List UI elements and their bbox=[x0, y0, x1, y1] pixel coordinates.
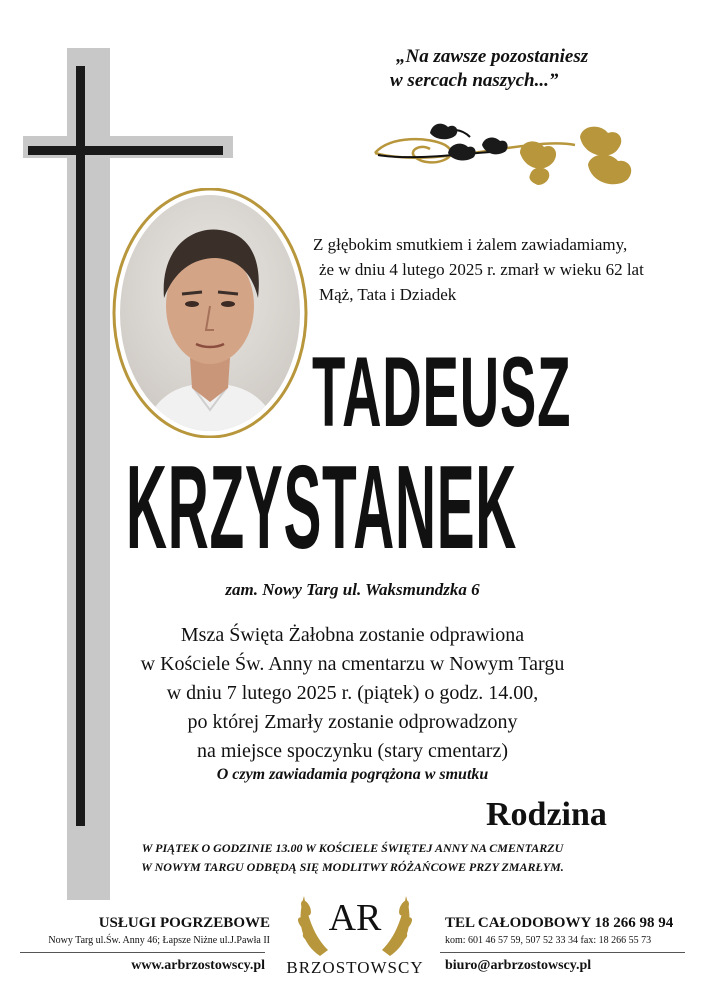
family-signature: Rodzina bbox=[486, 796, 607, 833]
footer-email-link[interactable]: biuro@arbrzostowscy.pl bbox=[445, 958, 592, 973]
footer-divider-right bbox=[440, 952, 685, 953]
rosary-line-2: W NOWYM TARGU ODBĘDĄ SIĘ MODLITWY RÓŻAŃCOWE PRZY ZMARŁYM. bbox=[141, 860, 564, 874]
footer-company-address: Nowy Targ ul.Św. Anny 46; Łapsze Niżne ul.J.Pawła II bbox=[48, 935, 270, 946]
footer-website-link[interactable]: www.arbrzostowscy.pl bbox=[131, 958, 265, 973]
mass-line-2: w Kościele Św. Anny na cmentarzu w Nowym Targu bbox=[140, 653, 565, 675]
informs-line: O czym zawiadamia pogrążona w smutku bbox=[216, 766, 489, 783]
intro-line-1: Z głębokim smutkiem i żalem zawiadamiamy, bbox=[313, 235, 628, 254]
footer-company-title: USŁUGI POGRZEBOWE bbox=[98, 915, 270, 931]
motto-line-1: „Na zawsze pozostaniesz bbox=[396, 46, 589, 67]
footer-phone-title: TEL CAŁODOBOWY 18 266 98 94 bbox=[445, 915, 674, 931]
logo-name: BRZOSTOWSCY bbox=[286, 958, 424, 977]
intro-line-2: że w dniu 4 lutego 2025 r. zmarł w wieku 62 lat bbox=[319, 260, 644, 279]
mass-line-3: w dniu 7 lutego 2025 r. (piątek) o godz. 14.00, bbox=[166, 682, 539, 704]
deceased-last-name: KRZYSTANEK bbox=[126, 441, 518, 574]
funeral-mass-info bbox=[0, 621, 705, 766]
rosary-line-1: W PIĄTEK O GODZINIE 13.00 W KOŚCIELE ŚWIĘTEJ ANNY NA CMENTARZU bbox=[141, 841, 564, 855]
rosary-prayer-notice bbox=[0, 839, 705, 877]
footer-divider-left bbox=[20, 952, 265, 953]
footer-phone-numbers: kom: 601 46 57 59, 507 52 33 34 fax: 18 266 55 73 bbox=[445, 935, 652, 946]
mass-line-4: po której Zmarły zostanie odprowadzony bbox=[187, 711, 518, 733]
deceased-address: zam. Nowy Targ ul. Waksmundzka 6 bbox=[225, 580, 480, 599]
motto-line-2: w sercach naszych...” bbox=[390, 70, 559, 91]
motto bbox=[390, 45, 670, 93]
footer-company-info bbox=[20, 915, 270, 946]
deceased-first-name: TADEUSZ bbox=[312, 336, 572, 448]
intro-line-3: Mąż, Tata i Dziadek bbox=[319, 285, 457, 304]
announcement-intro bbox=[313, 232, 693, 307]
leaf-ornament bbox=[370, 115, 655, 195]
portrait-photo bbox=[112, 188, 308, 438]
company-logo bbox=[280, 878, 430, 998]
cross-horizontal-beam bbox=[28, 146, 223, 155]
mass-line-1: Msza Święta Żałobna zostanie odprawiona bbox=[180, 624, 525, 646]
mass-line-5: na miejsce spoczynku (stary cmentarz) bbox=[197, 740, 508, 762]
logo-initials: AR bbox=[328, 897, 382, 939]
footer-contact-info bbox=[445, 915, 695, 946]
